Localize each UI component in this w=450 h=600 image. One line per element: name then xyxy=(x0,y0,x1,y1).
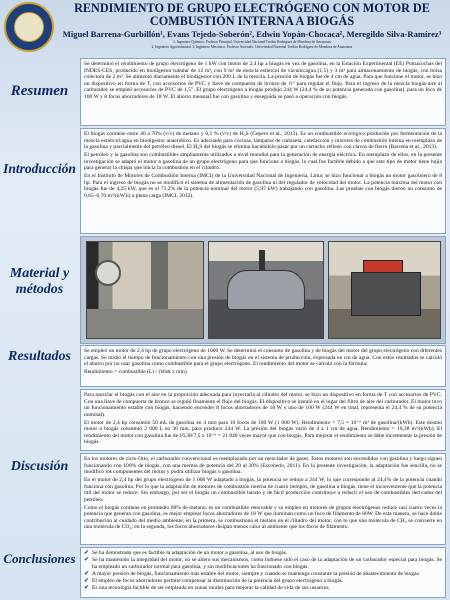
section-label-resumen: Resumen xyxy=(10,83,69,99)
conclusion-text: El empleo de focos ahorradores permite compensar la disminución de la potencia del grupo electrógeno a biogás. xyxy=(92,577,344,584)
check-icon: ✔ xyxy=(84,550,89,556)
introduccion-p1: El biogás contiene entre 40 a 70% (v/v) de metano y 0,1 % (v/v) de H₂S (Cepero et al., 2013). Es un combustible ecológico producido por fermentación de la mezcla estiércol:agua en biodigestor anaeróbico. Es adecuado para cocinas, lámparas de camiseta, calefacción y motores de combustión interna en reemplazo de la gasolina y parcialmente del petróleo diesel. El H₂S del biogás se elimina haciéndolo pasar por un cartucho relleno con clavos de fierro (Barrena et al., 2013). xyxy=(84,131,442,150)
affiliation-1: 1. Ingeniero Químico. Profesor Principal. Universidad Nacional Toribio Rodríguez de Mendoza de Amazonas xyxy=(173,40,331,44)
conclusion-text: Se ha demostrado que es factible la adaptación de un motor a gasolina, al uso de biogás. xyxy=(92,550,288,556)
list-item xyxy=(84,550,442,557)
conclusion-text: Se ha mantenido la integridad del motor, no se altero sus mecanismos, como hubiese sido el caso de la adaptación de un carburador especial para biogás. Se ha empleado un carburador normal para gasolina, y sin modificaciones ha funcionado con biogás. xyxy=(92,557,442,570)
photo-biodigester xyxy=(86,241,204,339)
list-item xyxy=(84,571,442,578)
conclusiones-panel xyxy=(80,547,446,598)
resultados-p2: El motor de 2,4 hp consumió 50 mL de gasolina en 4 min para 10 focos de 100 W (1 000 W). Rendimiento = 7,5 × 10⁻⁶ m³ de gasolina/(kWh). Este mismo motor a biogás consumió 2 000 L en 30 min, para producir 244 W. La presión del biogás varió de 4 a 1 cm de agua. Rendimiento = 16,38 m³/(kWh). El rendimiento del motor con gasolina fue de 16,38/7,5 x 10⁻⁶ = 21 840 veces mayor que con biogás. Para mejorar el rendimiento se debe incrementar la presión de biogás. xyxy=(84,419,442,446)
resultados-panel xyxy=(80,389,446,451)
introduccion-p3: En el Instituto de Motores de Combustión Interna (IMCI) de la Universidad Nacional de Ingeniería, Lima; se hizo funcionar a biogás un motor gasolinero de 8 hp. Para el ingreso de biogás no se modificó el sistema de alimentación de gasolina ni del regulador de velocidad del motor. La potencia máxima del motor con biogás fue de 4,25 kW, que es el 71,2% de la potencia nominal del motor (5,97 kW) trabajando con gasolina. Las pruebas con biogás dieron un consumo de 0,65–0,70 m³/(kW.h) a plena carga (IMCI, 2012). xyxy=(84,173,442,199)
resultados-p1: Para mezclar el biogás con el aire en la proporción adecuada para inyectarla al cilindro del motor, se hizo un dispositivo en forma de T con accesorios de PVC. Con una llave de compuerta de bronce se reguló finamente el flujo del biogás. El dispositivo se instaló en el lugar del filtro de aire del carburador. El motor tuvo un funcionamiento estable con biogás, haciendo encender 8 focos ahorradores de 18 W y uno de 100 W (244 W en total, representa el 24,4 % de su potencia nominal). xyxy=(84,392,442,418)
photo-generator xyxy=(328,241,441,339)
poster-title: RENDIMIENTO DE GRUPO ELECTRÓGENO CON MOTOR DE COMBUSTIÓN INTERNA A BIOGÁS xyxy=(74,1,430,28)
introduccion-p2: El petróleo y la gasolina son combustibles ampliamente utilizados a nivel mundial para la generación de energía eléctrica. En reemplazo de ellos, en la presente investigación se adaptó el motor a gasolina de un grupo electrógeno para que funcione a biogás, lo cual fue factible debido a que este tipo de motor tiene bujía para generar la chispa que inicia la combustión en el cilindro. xyxy=(84,152,442,172)
conclusion-text: A mayor presión de biogás, funcionamiento más estable del motor, siempre y cuando se mantenga constante la presión de abastecimiento de biogás. xyxy=(92,570,421,577)
resumen-panel xyxy=(80,58,446,126)
check-icon: ✔ xyxy=(84,557,89,563)
section-label-resultados: Resultados xyxy=(7,349,71,364)
list-item xyxy=(84,585,442,592)
material-p1: Se empleó un motor de 2,4 hp de grupo electrógeno de 1000 W. Se determinó el consumo de gasolina y de biogás del motor del grupo electrógeno con diferentes cargas. Se midió el tiempo de funcionamiento con una presión de biogás en el sistema de producción, expresada en cm de agua. Con estos resultados se calculó el ahorro por no usar gasolina como combustible para el grupo electrógeno. El rendimiento del motor se calculó con la fórmula: xyxy=(84,348,442,367)
list-item xyxy=(84,557,442,570)
discusion-p2: En el motor de 2,4 hp del grupo electrógeno de 1 000 W adaptado a biogás, la potencia se redujo a 244 W, lo que corresponde al 24,4% de la potencia cuando funciona con gasolina. Por lo que la adaptación de motores de combustión interna de cuatro tiempos, de gasolina a biogás, tiene el inconveniente que la potencia útil del motor se reduce. Sin embargo, por ser el biogás un combustible barato y de fácil producción contribuye a reducir el uso de combustibles derivados del petróleo. xyxy=(84,477,442,503)
section-label-discusion: Discusión xyxy=(10,459,69,474)
affiliation-2: 2. Ingeniero Agroindustrial. 3. Ingeniero Mecánico. Profesor Asociado. Universidad Nacional Toribio Rodríguez de Mendoza de Amazonas xyxy=(151,44,353,49)
photo-strip xyxy=(80,236,446,344)
material-formula: Rendimiento = combustible (L) / (Watt x min). xyxy=(84,369,189,376)
conclusiones-list xyxy=(84,550,442,591)
poster-authors: Miguel Barrena-Gurbillón¹, Evans Tejedo-Soberón², Edwin Yopán-Chocaca², Meregildo Silva-Ramírez³ xyxy=(62,29,442,39)
section-label-introduccion: Introducción xyxy=(3,161,76,176)
discusion-panel xyxy=(80,453,446,545)
check-icon: ✔ xyxy=(84,570,89,577)
material-label-line1: Material y xyxy=(9,266,70,281)
section-label-conclusiones: Conclusiones xyxy=(3,551,76,566)
section-label-material xyxy=(3,266,76,298)
check-icon: ✔ xyxy=(84,577,89,584)
discusion-p3: Como el biogás contiene en promedio 60% de metano, es un combustible renovable y su empleo en motores de grupos electrógenos reduce casi cuatro veces la potencia que generan con gasolina, es mejor emplear focos ahorradores de 18 W que iluminan como un foco de filamento de 80W. De esta manera, se hace doble contribución al cuidado del medio ambiente; en la primera, se combustiona el metano en el cilindro del motor, con lo que una molécula de CH₄ se convierte en una molécula de CO₂; en la segunda, los focos ahorradores disipan menos calor al ambiente que los focos de filamento. xyxy=(84,504,442,531)
conclusion-text: Es una tecnología factible de ser empleada en zonas rurales para mejorar la calidad de vida de sus usuarios. xyxy=(92,584,330,591)
discusion-p1: En los motores de ciclo Otto, el carburador convencional es reemplazado por un mezclador de gases. Estos motores son encendidos con gasolina y luego siguen funcionando con 100% de biogás, con una merma de potencia del 20 al 30% (Escobedo, 2011). En la presente investigación, la adaptación fue sencilla, no se modificó los componentes del motor y podrá utilizar biogás o gasolina. xyxy=(84,456,442,475)
material-label-line2: métodos xyxy=(15,282,64,297)
university-seal-icon xyxy=(4,2,54,52)
introduccion-panel xyxy=(80,128,446,234)
list-item xyxy=(84,578,442,585)
material-panel xyxy=(80,345,446,387)
check-icon: ✔ xyxy=(84,584,89,591)
poster-header xyxy=(0,0,450,58)
resumen-text: Se determinó el rendimiento de grupo electrógeno de 1 kW con motor de 2,4 hp a biogás en vez de gasolina, en la Estación Experimental (EE) Pomacochas del INDES-CES, producido en biodigestor tubular de 12 m³, con 9 m³ de mezcla estiércol de vacuno:agua (1:5) y 3 m³ para almacenamiento de biogás, con bolsa colectora de 2 m³. Se alimentó diariamente el biodigestor con 200 L de la mezcla. La presión de biogás fue de 4 cm de agua. Para que funcione el motor, se hizo un dispositivo en forma de T, con accesorios de PVC y llave de compuerta de bronce de ½" para regular el flujo. Para el ingreso de la mezcla biogás-aire al carburador se empleó accesorios de PVC de 1,5". El grupo electrógeno a biogás produjo 244 W (24,4 % de su potencia generada con gasolina), para un foco de 100 W y 8 focos ahorradores de 18 W. El ahorro mensual fue con gasolina y enseguida se pasó a operación con biogás. xyxy=(84,61,442,100)
poster-affiliations xyxy=(58,40,446,49)
photo-gas-device xyxy=(208,241,324,339)
